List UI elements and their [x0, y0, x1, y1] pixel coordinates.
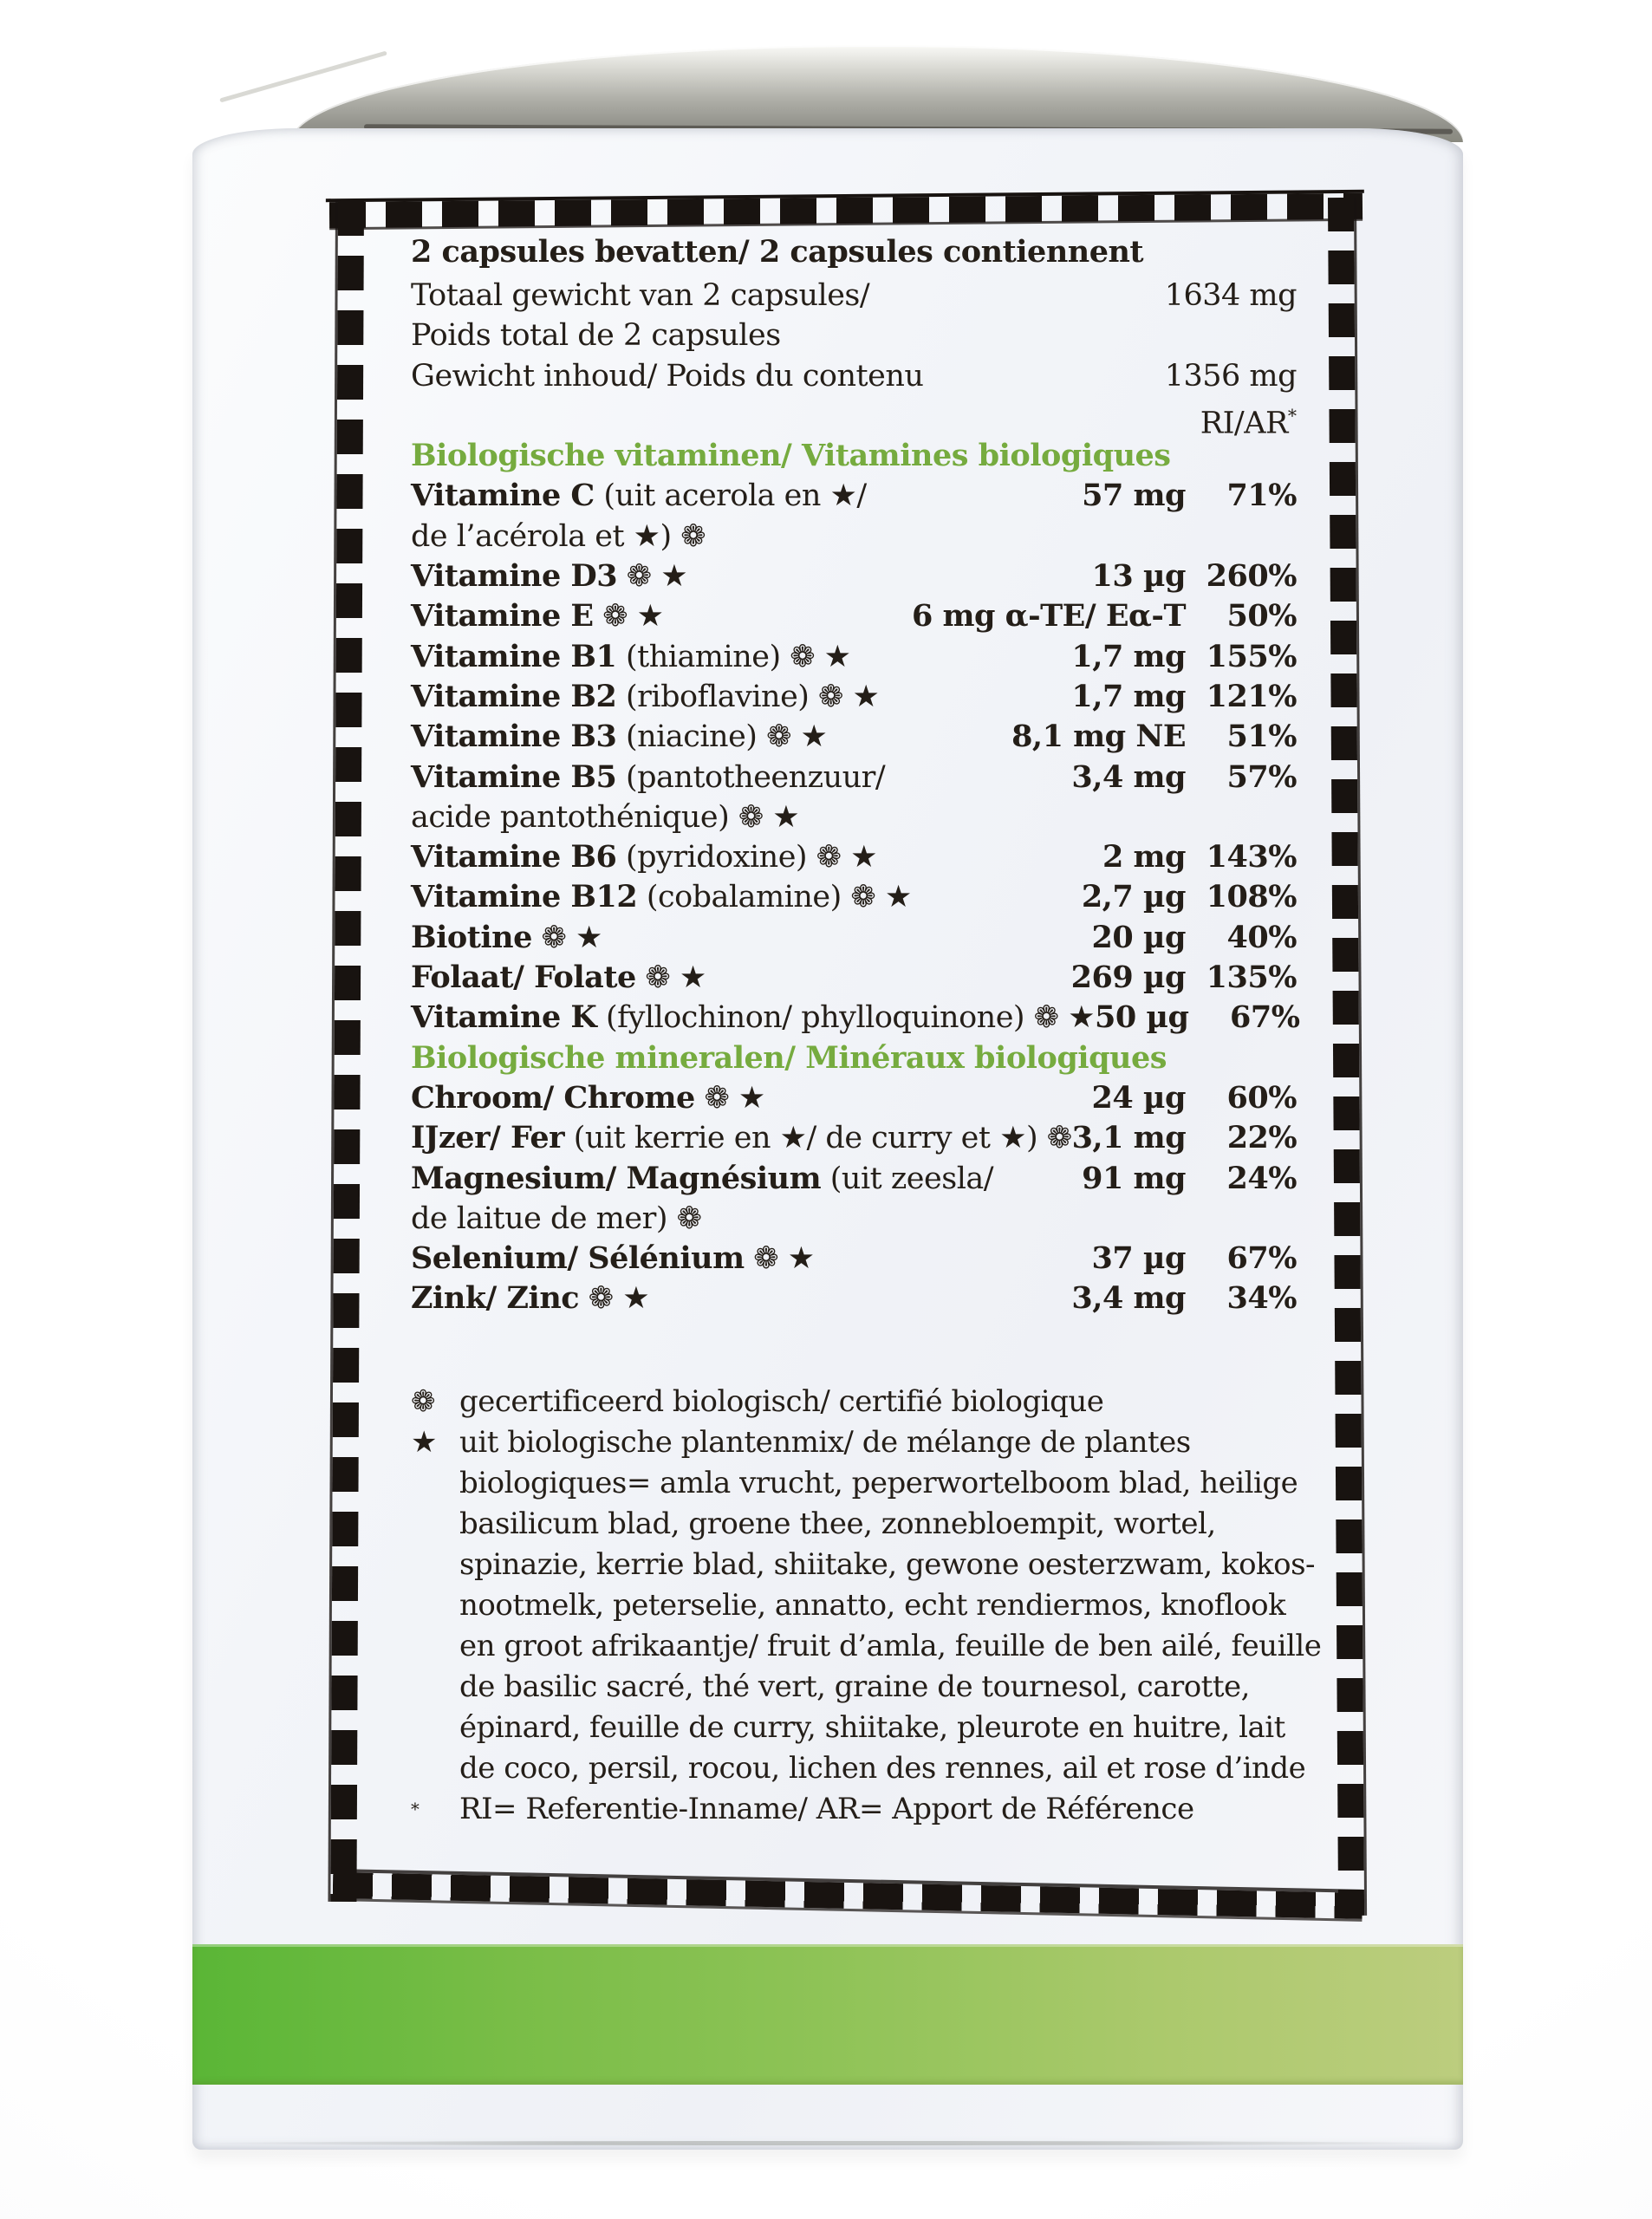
nutrient-row — [411, 677, 1297, 717]
nutrient-percent: 22% — [1226, 1120, 1298, 1156]
footnote-line — [411, 1504, 1297, 1545]
nutrient-row-continuation — [411, 1199, 1297, 1239]
footnote-indent — [411, 1667, 459, 1708]
footnote-indent — [411, 1463, 459, 1504]
box-front-panel — [192, 128, 1463, 2150]
footnote-line — [411, 1545, 1316, 1585]
nutrient-name: Vitamine B6 (pyridoxine) ❁ ★ — [411, 839, 878, 875]
nutrient-amount: 20 µg — [1091, 919, 1186, 955]
nutrient-amount: 1,7 mg — [1071, 638, 1186, 674]
nutrient-percent: 155% — [1206, 638, 1297, 674]
nutrient-amount: 2 mg — [1102, 839, 1186, 875]
nutrient-row — [411, 918, 1297, 958]
star-icon: ★ — [411, 1424, 437, 1460]
nutrient-percent: 108% — [1206, 879, 1297, 915]
nutrient-name: acide pantothénique) ❁ ★ — [411, 799, 800, 835]
nutrient-amount: 269 µg — [1070, 960, 1186, 996]
nutrient-row — [411, 637, 1297, 677]
green-band — [192, 1944, 1463, 2085]
footnote-indent — [411, 1626, 459, 1667]
nutrient-amount: 3,1 mg — [1071, 1120, 1187, 1156]
weight-value: 1634 mg — [1164, 278, 1297, 313]
flower-icon: ❁ — [411, 1383, 435, 1419]
nutrient-percent: 50% — [1226, 598, 1297, 634]
nutrient-row — [411, 1159, 1297, 1199]
footnote-text: nootmelk, peterselie, annatto, echt rendiermos, knoflook — [459, 1587, 1286, 1623]
footnote-text: épinard, feuille de curry, shiitake, pleurote en huitre, lait — [459, 1709, 1285, 1745]
section-heading: Biologische vitaminen/ Vitamines biologiques — [411, 438, 1171, 474]
border-bottom-edge — [333, 1872, 1363, 1919]
nutrient-name: Vitamine K (fyllochinon/ phylloquinone) ❁ ★ — [411, 999, 1096, 1036]
border-right-edge — [1328, 198, 1364, 1916]
nutrient-percent: 67% — [1226, 1240, 1297, 1277]
nutrient-name: Vitamine B2 (riboflavine) ❁ ★ — [411, 678, 880, 714]
nutrient-amount: 37 µg — [1091, 1240, 1186, 1277]
weight-label: Gewicht inhoud/ Poids du contenu — [411, 358, 924, 394]
nutrient-percent: 143% — [1206, 839, 1297, 875]
footnote-text: de basilic sacré, thé vert, graine de tournesol, carotte, — [459, 1669, 1250, 1704]
nutrient-amount: 1,7 mg — [1071, 678, 1186, 714]
nutrient-name: Folaat/ Folate ❁ ★ — [411, 960, 706, 996]
nutrient-amount: 2,7 µg — [1081, 879, 1186, 915]
nutrient-row — [411, 556, 1297, 596]
footnote-line — [411, 1748, 1306, 1789]
box-bottom-fold — [199, 2141, 1456, 2145]
footnote-line — [411, 1382, 1297, 1422]
section-heading: Biologische mineralen/ Minéraux biologiques — [411, 1039, 1167, 1076]
nutrient-name: de laitue de mer) ❁ — [411, 1201, 702, 1236]
nutrient-row — [411, 476, 1297, 516]
footnote-text: biologiques= amla vrucht, peperwortelboom blad, heilige — [459, 1465, 1298, 1500]
nutrient-row — [411, 958, 1297, 998]
border-left-edge — [330, 201, 364, 1902]
nutrient-name: Poids total de 2 capsules — [411, 318, 781, 354]
nutrient-percent: 40% — [1226, 919, 1297, 955]
footnote-text: de coco, persil, rocou, lichen des rennes, ail et rose d’inde — [459, 1750, 1306, 1786]
nutrient-amount: 50 µg — [1095, 999, 1189, 1036]
nutrient-amount: 13 µg — [1091, 558, 1186, 595]
nutrient-name: Biotine ❁ ★ — [411, 919, 602, 955]
footnote-line — [411, 1626, 1322, 1667]
nutrient-row — [411, 1118, 1297, 1158]
nutrient-amount: 57 mg — [1082, 478, 1186, 514]
nutrient-row — [411, 837, 1297, 877]
footnote-line — [411, 1463, 1297, 1504]
ri-ar-column-header — [411, 396, 1297, 441]
weight-label: Totaal gewicht van 2 capsules/ — [411, 278, 870, 313]
nutrient-row-continuation — [411, 517, 1297, 556]
asterisk-icon: * — [411, 1799, 420, 1819]
footnote-line — [411, 1585, 1297, 1626]
nutrient-name: Vitamine B12 (cobalamine) ❁ ★ — [411, 879, 912, 915]
nutrient-percent: 121% — [1206, 678, 1297, 714]
footnote-line — [411, 1422, 1297, 1463]
nutrient-name: Magnesium/ Magnésium (uit zeesla/ — [411, 1160, 994, 1196]
nutrient-percent: 67% — [1230, 999, 1300, 1036]
nutrient-amount: 3,4 mg — [1071, 1280, 1186, 1317]
footnote-text: en groot afrikaantje/ fruit d’amla, feuille de ben ailé, feuille — [459, 1628, 1322, 1663]
nutrient-row-continuation — [411, 316, 1297, 355]
label-title: 2 capsules bevatten/ 2 capsules contiennent — [411, 234, 1144, 270]
nutrition-table — [411, 276, 1300, 1319]
nutrient-row — [411, 717, 1297, 757]
nutrient-name: Vitamine B5 (pantotheenzuur/ — [411, 758, 886, 795]
footnote-text: gecertificeerd biologisch/ certifié biologique — [459, 1383, 1104, 1419]
nutrient-row — [411, 1279, 1297, 1318]
nutrient-name: Vitamine E ❁ ★ — [411, 598, 664, 634]
footnote-text: uit biologische plantenmix/ de mélange de plantes — [459, 1424, 1191, 1460]
nutrient-amount: 91 mg — [1082, 1160, 1186, 1196]
weight-row — [411, 276, 1297, 316]
nutrient-name: Zink/ Zinc ❁ ★ — [411, 1280, 650, 1317]
nutrient-row-continuation — [411, 797, 1297, 837]
border-top-edge — [329, 193, 1363, 228]
footnote-text: RI= Referentie-Inname/ AR= Apport de Référence — [459, 1791, 1194, 1826]
nutrition-label — [411, 232, 1322, 1830]
nutrient-name: Chroom/ Chrome ❁ ★ — [411, 1079, 765, 1116]
nutrient-percent: 57% — [1226, 758, 1297, 795]
footnote-line — [411, 1708, 1297, 1748]
weight-row — [411, 356, 1297, 396]
nutrient-name: Vitamine C (uit acerola en ★/ — [411, 478, 867, 514]
footnote-text: basilicum blad, groene thee, zonnebloempit, wortel, — [459, 1506, 1216, 1541]
footnote-indent — [411, 1585, 459, 1626]
nutrient-name: Vitamine D3 ❁ ★ — [411, 558, 688, 595]
footnote-indent — [411, 1504, 459, 1545]
footnote-indent — [411, 1748, 459, 1789]
nutrient-percent: 24% — [1226, 1160, 1297, 1196]
nutrient-row — [411, 1239, 1297, 1279]
nutrient-percent: 51% — [1226, 719, 1297, 755]
nutrient-amount: 6 mg α-TE/ Eα-T — [911, 598, 1186, 634]
nutrient-name: de l’acérola et ★) ❁ — [411, 518, 706, 554]
footnote-indent — [411, 1545, 459, 1585]
nutrient-row — [411, 1078, 1297, 1118]
nutrient-row — [411, 998, 1300, 1038]
nutrient-percent: 34% — [1226, 1280, 1297, 1317]
footnote-indent — [411, 1708, 459, 1748]
hand-drawn-border — [340, 198, 1356, 1902]
nutrient-amount: 3,4 mg — [1071, 758, 1186, 795]
nutrient-row — [411, 758, 1297, 797]
nutrient-percent: 260% — [1206, 558, 1297, 595]
nutrient-name: IJzer/ Fer (uit kerrie en ★/ de curry et ★) ❁ — [411, 1120, 1072, 1156]
footnote-text: spinazie, kerrie blad, shiitake, gewone oesterzwam, kokos- — [459, 1546, 1316, 1582]
nutrient-name: Vitamine B3 (niacine) ❁ ★ — [411, 719, 828, 755]
nutrient-row — [411, 596, 1297, 636]
nutrient-name: Selenium/ Sélénium ❁ ★ — [411, 1240, 815, 1277]
ri-ar-text: RI/AR* — [1200, 405, 1297, 441]
nutrient-name: Vitamine B1 (thiamine) ❁ ★ — [411, 638, 851, 674]
footnotes — [411, 1382, 1322, 1830]
nutrient-percent: 71% — [1226, 478, 1297, 514]
footnote-line — [411, 1667, 1297, 1708]
nutrient-percent: 60% — [1226, 1079, 1297, 1116]
footnote-line — [411, 1789, 1297, 1830]
weight-value: 1356 mg — [1164, 358, 1297, 394]
nutrient-percent: 135% — [1206, 960, 1297, 996]
nutrient-amount: 8,1 mg NE — [1011, 719, 1186, 755]
nutrient-amount: 24 µg — [1091, 1079, 1186, 1116]
nutrient-row — [411, 877, 1297, 917]
